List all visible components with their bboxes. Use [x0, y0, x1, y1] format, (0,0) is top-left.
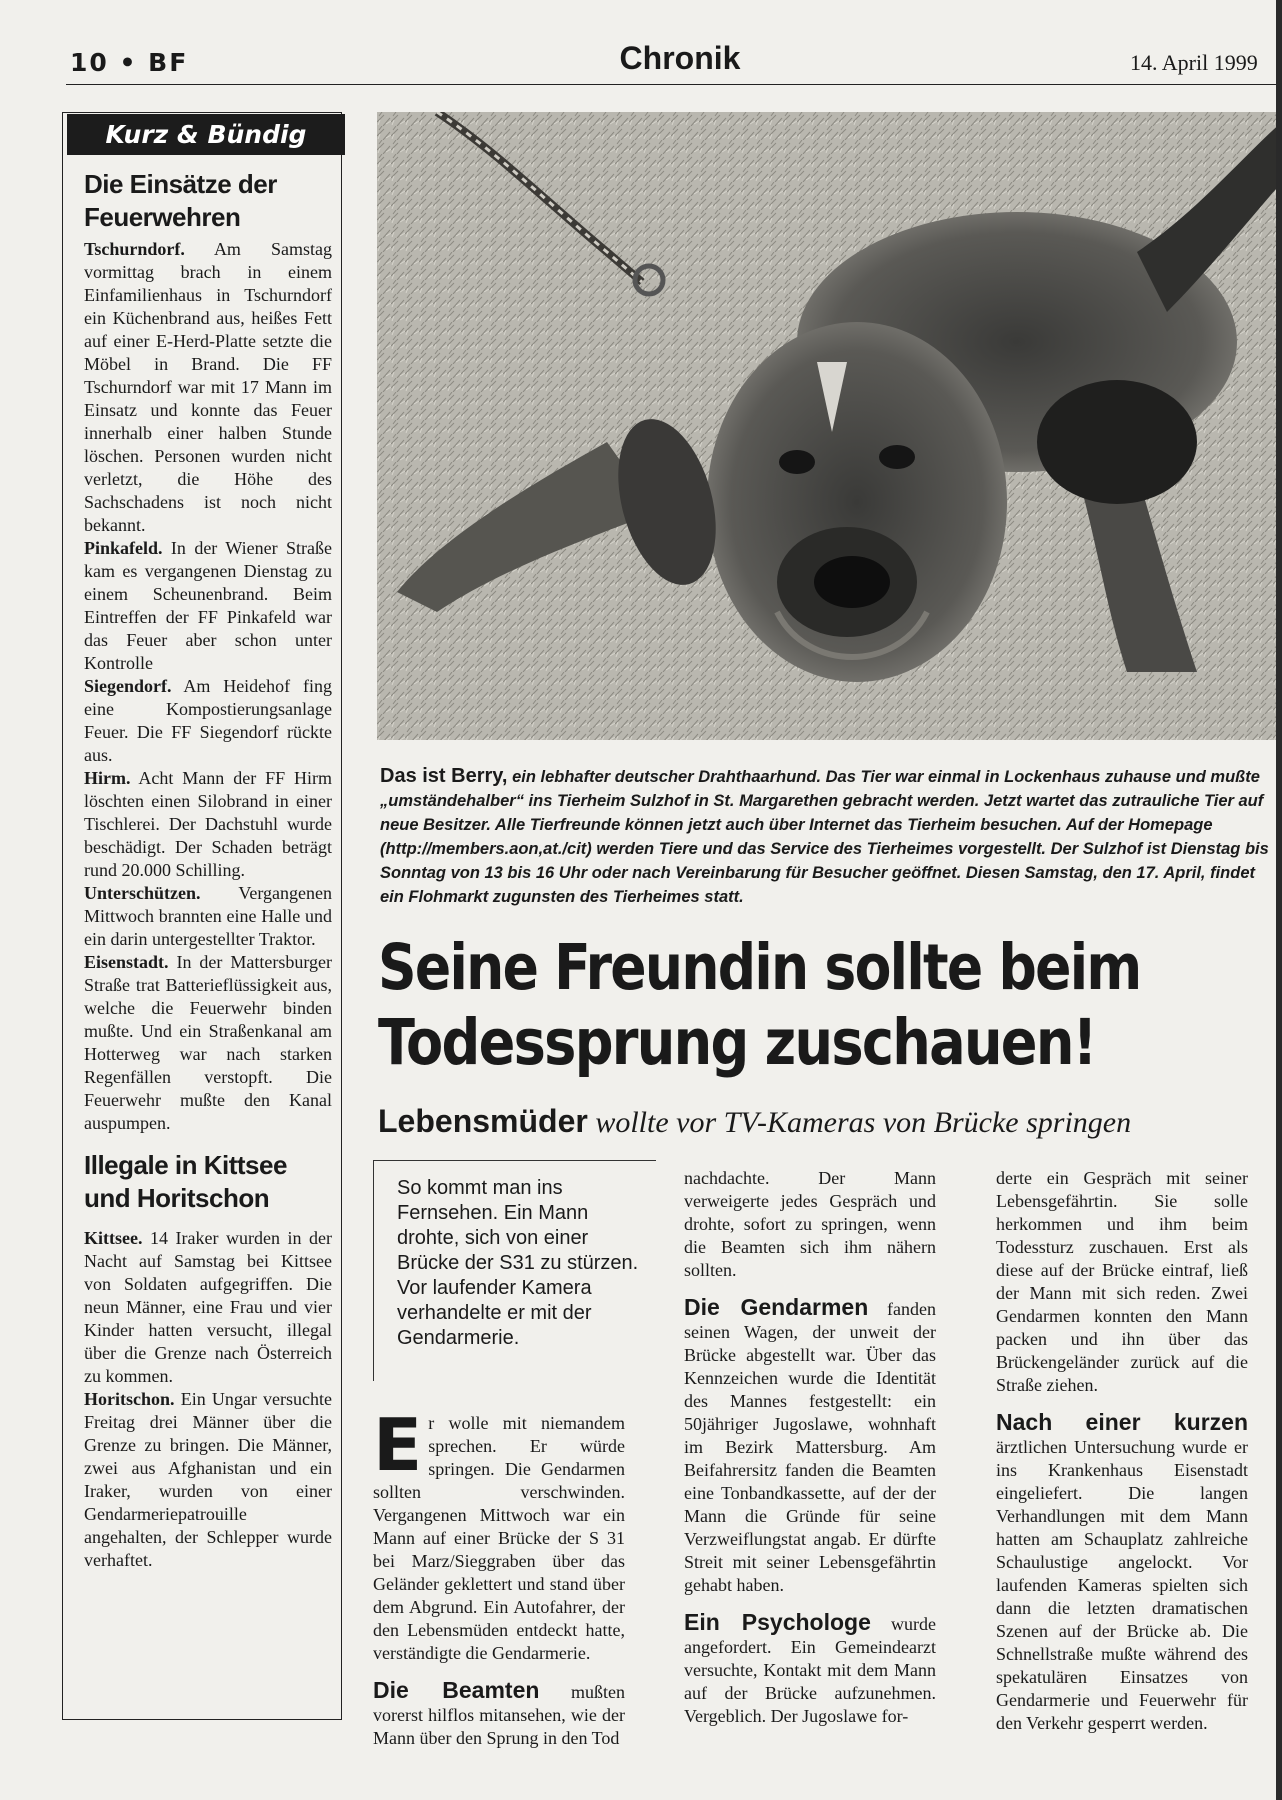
subheadline-lead: Lebensmüder [378, 1103, 588, 1139]
caption-lead: Das ist Berry, [380, 765, 508, 787]
sidebar-item: Horitschon. Ein Ungar versuchte Freitag drei Männer über die Grenze zu bringen. Die Männer, zwei aus Afghanistan und ein Iraker, wurden von einer Gendarmeriepatrouille angehalten, der Schlepper wurde verhaftet. [84, 1389, 333, 1570]
sidebar-item: Kittsee. 14 Iraker wurden in der Nacht auf Samstag bei Kittsee von Soldaten aufgegriffen. Die neun Männer, eine Frau und vier Kinder hatten versucht, illegal über die Grenze nach Österreich zu kommen. [84, 1228, 332, 1386]
article-paragraph: Die Gendarmen fanden seinen Wagen, der unweit der Brücke abgestellt war. Über das Kennzeichen wurde die Identität des Mannes festgestellt: ein 50jähriger Jugoslawe, wohnhaft im Bezirk Mattersburg. Am Beifahrersitz fanden die Beamten eine Tonbandkassette, auf der der Mann die Gründe für seine Verzweiflungstat angab. Er dürfte Streit mit seiner Lebensgefährtin gehabt haben. [684, 1294, 937, 1595]
article-column-2 [684, 1167, 936, 1728]
page-edge-shadow [1276, 0, 1282, 1800]
dog-photo [377, 112, 1282, 740]
article-column-1 [373, 1403, 626, 1750]
headline-line-1: Seine Freundin sollte beim [378, 931, 1141, 1004]
article-paragraph: Er wolle mit niemandem sprechen. Er würde springen. Die Gendarmen sollten verschwinden. Vergangenen Mittwoch war ein Mann auf einer Brücke der S 31 bei Marz/Sieggraben über das Geländer geklettert und stand über dem Abgrund. Ein Autofahrer, der den Lebensmüden entdeckt hatte, verständigte die Gendarmerie. [373, 1403, 625, 1663]
section-title: Chronik [619, 40, 741, 76]
article-paragraph: derte ein Gespräch mit seiner Lebensgefährtin. Sie solle herkommen und ihm beim Todessturz zuschauen. Erst als diese auf der Brücke eintraf, ließ der Mann mit sich reden. Zwei Gendarmen konnten den Mann packen und ihn über das Brückengeländer zurück auf die Straße ziehen. [996, 1168, 1248, 1395]
headline-line-2: Todessprung zuschauen! [378, 1006, 1096, 1079]
subhead-psychologe: Ein Psychologe [684, 1609, 871, 1635]
sidebar-item: Hirm. Acht Mann der FF Hirm löschten einen Silobrand in einer Tischlerei. Der Dachstuhl wurde beschädigt. Der Schaden beträgt rund 20.000 Schilling. [84, 768, 333, 880]
header-rule [66, 84, 1282, 85]
sidebar-item: Siegendorf. Am Heidehof fing eine Kompostierungsanlage Feuer. Die FF Siegendorf rückte aus. [84, 676, 333, 765]
article-paragraph: Ein Psychologe wurde angefordert. Ein Gemeindearzt versuchte, Kontakt mit dem Mann auf der Brücke aufzunehmen. Vergeblich. Der Jugoslawe for- [684, 1609, 936, 1726]
sidebar-item: Eisenstadt. In der Mattersburger Straße trat Batterieflüssigkeit aus, welche die Feuerwehr binden mußte. Und ein Straßenkanal am Hotterweg war nach starken Regenfällen verstopft. Die Feuerwehr mußte den Kanal auspumpen. [84, 952, 332, 1133]
sidebar-item: Pinkafeld. In der Wiener Straße kam es vergangenen Dienstag zu einem Scheunenbrand. Beim Eintreffen der FF Pinkafeld war das Feuer aber schon unter Kontrolle [84, 538, 332, 673]
photo-caption [380, 764, 1280, 909]
sidebar-fire-list [84, 238, 332, 1135]
sidebar-item: Tschurndorf. Am Samstag vormittag brach in einem Einfamilienhaus in Tschurndorf ein Küchenbrand aus, heißes Fett auf einer E-Herd-Platte setzte die Möbel in Brand. Die FF Tschurndorf war mit 17 Mann im Einsatz und konnte das Feuer innerhalb einer halben Stunde löschen. Personen wurden nicht verletzt, die Höhe des Sachschadens ist noch nicht bekannt. [84, 239, 332, 535]
subheadline [378, 1103, 1131, 1140]
sidebar-illegal-list [84, 1227, 332, 1572]
article-intro: So kommt man ins Fernsehen. Ein Mann drohte, sich von einer Brücke der S31 zu stürzen. Vor laufender Kamera verhandelte er mit der Gendarmerie. [397, 1177, 639, 1349]
sidebar-heading-fire: Die Einsätze der Feuerwehren [84, 169, 277, 232]
article-paragraph: Die Beamten mußten vorerst hilflos mitansehen, wie der Mann über den Sprung in den Tod [373, 1677, 626, 1748]
sidebar-title: Kurz & Bündig [67, 114, 345, 155]
issue-date: 14. April 1999 [1130, 50, 1258, 75]
sidebar-content [84, 168, 332, 1572]
drop-cap: E [373, 1403, 423, 1487]
article-column-3 [996, 1167, 1248, 1735]
sidebar-item: Unterschützen. Vergangenen Mittwoch brannten eine Halle und ein darin untergestellter Traktor. [84, 883, 332, 949]
subhead-gendarmen: Die Gendarmen [684, 1294, 869, 1320]
article-paragraph: Nach einer kurzen ärztlichen Untersuchung wurde er ins Krankenhaus Eisenstadt eingeliefert. Die langen Verhandlungen mit dem Mann hatten am Schauplatz zahlreiche Schaulustige angelockt. Vor laufenden Kameras spielten sich dann die letzten dramatischen Szenen auf der Brücke ab. Die Schnellstraße mußte während des spekatulären Einsatzes von Gendarmerie und Feuerwehr für den Verkehr gesperrt werden. [996, 1409, 1248, 1733]
subheadline-text: wollte vor TV-Kameras von Brücke springen [595, 1106, 1132, 1139]
sidebar-heading-illegal: Illegale in Kittsee und Horitschon [84, 1150, 287, 1213]
dog-photo-icon [377, 112, 1282, 740]
caption-text: ein lebhafter deutscher Drahthaarhund. Das Tier war einmal in Lockenhaus zuhause und mußte „umständehalber“ ins Tierheim Sulzhof in St. Margarethen gebracht werden. Jetzt wartet das zutrauliche Tier auf neue Besitzer. Alle Tierfreunde können jetzt auch über Internet das Tierheim besuchen. Auf der Homepage (http://members.aon,at./cit) werden Tiere und das Service des Tierheimes vorgestellt. Der Sulzhof ist Dienstag bis Sonntag von 13 bis 16 Uhr oder nach Vereinbarung für Besucher geöffnet. Diesen Samstag, den 17. April, findet ein Flohmarkt zugunsten des Tierheimes statt. [380, 768, 1269, 906]
article-paragraph: nachdachte. Der Mann verweigerte jedes Gespräch und drohte, sofort zu springen, wenn die Beamten sich ihm nähern sollten. [684, 1168, 936, 1280]
subhead-beamten: Die Beamten [373, 1677, 540, 1703]
page-number: 10 • BF [70, 48, 189, 77]
subhead-kurzen: Nach einer kurzen [996, 1409, 1248, 1435]
